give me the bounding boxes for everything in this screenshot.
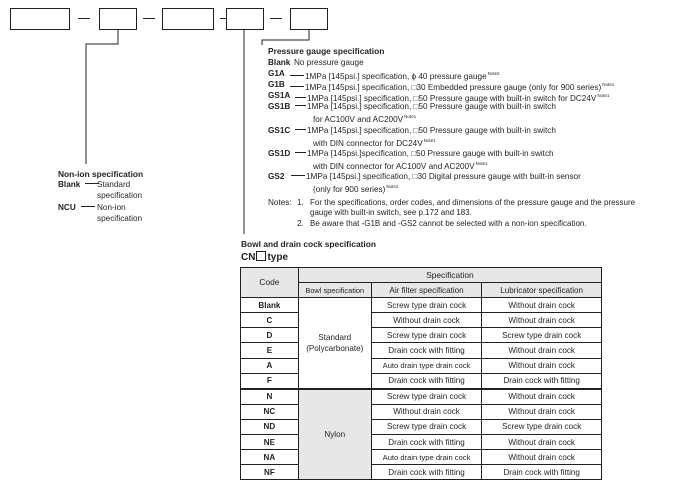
lubricator-cell: Without drain cock [482, 343, 602, 358]
table-row [241, 465, 602, 480]
code-cell: NE [241, 435, 299, 450]
gauge-leader [290, 75, 304, 76]
gauge-leader [291, 175, 305, 176]
non-ion-desc: specification [97, 191, 143, 200]
gauge-code: GS1D [268, 149, 291, 158]
header-lubricator-spec: Lubricator specification [482, 283, 602, 298]
leader-line-non-ion [86, 30, 118, 164]
gauge-desc-cont [313, 136, 436, 149]
code-cell: NA [241, 450, 299, 465]
note-number: 1. [297, 198, 304, 207]
gauge-leader [295, 129, 306, 130]
table-row [241, 313, 602, 328]
table-row [241, 404, 602, 419]
lubricator-cell: Drain cock with fitting [482, 373, 602, 389]
lubricator-cell: Without drain cock [482, 298, 602, 313]
air-filter-cell: Auto drain type drain cock [371, 358, 482, 373]
non-ion-leader [80, 203, 96, 213]
gauge-desc-text: No pressure gauge [294, 58, 364, 67]
gauge-desc [294, 58, 364, 68]
gauge-desc-text: 1MPa [145psi.] specification, □50 Pressure gauge with built-in switch [307, 102, 556, 111]
table-row [241, 343, 602, 358]
table-row [241, 328, 602, 343]
code-cell: NC [241, 404, 299, 419]
leader-line-gauge [262, 30, 309, 45]
gauge-desc [294, 126, 556, 136]
gauge-desc-text: with DIN connector for DC24V [313, 139, 423, 148]
gauge-desc-text: 1MPa [145psi.] specification, □30 Digital pressure gauge with built-in sensor [306, 172, 581, 181]
note-ref: Note1 [404, 114, 417, 119]
non-ion-title: Non-ion specification [58, 169, 144, 179]
air-filter-cell: Screw type drain cock [371, 419, 482, 434]
air-filter-cell: Without drain cock [371, 404, 482, 419]
lubricator-cell: Screw type drain cock [482, 419, 602, 434]
gauge-code: GS2 [268, 172, 285, 181]
gauge-desc-text: 1MPa [145psi.]specification, □50 Pressure gauge with built-in switch [307, 149, 554, 158]
gauge-leader [295, 152, 306, 153]
header-air-filter-spec: Air filter specification [371, 283, 482, 298]
bowl-spec-line: Nylon [324, 430, 346, 440]
note-text: Be aware that -G1B and -GS2 cannot be selected with a non-ion specification. [310, 219, 587, 228]
gauge-leader [295, 97, 306, 98]
bowl-type [241, 251, 288, 263]
non-ion-code: Blank [58, 180, 81, 189]
header-specification: Specification [298, 268, 601, 283]
notes-label: Notes: [268, 198, 292, 207]
gauge-code: GS1A [268, 91, 291, 100]
bowl-type-prefix: CN [241, 252, 256, 263]
gauge-desc-cont [313, 112, 416, 125]
non-ion-desc: Standard [97, 180, 131, 189]
gauge-code: Blank [268, 58, 291, 67]
gauge-desc-text: with DIN connector for AC100V and AC200V [313, 162, 475, 171]
air-filter-cell: Drain cock with fitting [371, 343, 482, 358]
air-filter-cell: Auto drain type drain cock [371, 450, 482, 465]
non-ion-code: NCU [58, 203, 76, 212]
code-cell: E [241, 343, 299, 358]
gauge-desc-text: 1MPa [145psi.] specification, □50 Pressure gauge with built-in switch [307, 126, 556, 135]
header-bowl-spec: Bowl specification [298, 283, 371, 298]
gauge-desc-text: (only for 900 series) [313, 185, 386, 194]
gauge-leader [295, 105, 306, 106]
air-filter-cell: Drain cock with fitting [371, 373, 482, 389]
gauge-desc-text: 1MPa [145psi.] specification, ϕ 40 pressure gauge [305, 72, 487, 81]
gauge-desc [294, 102, 556, 112]
note-ref: Note2 [487, 71, 500, 76]
table-row [241, 358, 602, 373]
code-cell: ND [241, 419, 299, 434]
note-ref: Note1 [475, 161, 488, 166]
bowl-spec-cell [298, 389, 371, 480]
lubricator-cell: Without drain cock [482, 358, 602, 373]
lubricator-cell: Without drain cock [482, 313, 602, 328]
code-cell: C [241, 313, 299, 328]
code-cell: Blank [241, 298, 299, 313]
air-filter-cell: Screw type drain cock [371, 389, 482, 405]
gauge-code: G1B [268, 80, 285, 89]
air-filter-cell: Drain cock with fitting [371, 435, 482, 450]
non-ion-desc: specification [97, 214, 143, 223]
bowl-spec-line: Standard [318, 332, 352, 342]
bowl-title: Bowl and drain cock specification [241, 239, 376, 249]
air-filter-cell: Drain cock with fitting [371, 465, 482, 480]
note-ref: Note1 [597, 93, 610, 98]
gauge-code: GS1B [268, 102, 291, 111]
code-cell: A [241, 358, 299, 373]
table-row [241, 298, 602, 313]
non-ion-desc: Non-ion [97, 203, 126, 212]
code-cell: D [241, 328, 299, 343]
table-row [241, 419, 602, 434]
note-ref: Note2 [386, 184, 399, 189]
air-filter-cell: Without drain cock [371, 313, 482, 328]
gauge-code: G1A [268, 69, 285, 78]
gauge-code: GS1C [268, 126, 291, 135]
lubricator-cell: Drain cock with fitting [482, 465, 602, 480]
note-text: gauge with built-in switch, see p.172 and 183. [310, 208, 472, 217]
header-code: Code [241, 268, 299, 298]
gauge-desc-text: 1MPa [145psi.] specification, □30 Embedded pressure gauge (only for 900 series) [305, 83, 602, 92]
lubricator-cell: Without drain cock [482, 404, 602, 419]
gauge-desc [294, 149, 554, 159]
note-text: For the specifications, order codes, and dimensions of the pressure gauge and the pressure [310, 198, 636, 207]
gauge-leader [290, 86, 304, 87]
note-number: 2. [297, 219, 304, 228]
gauge-desc-text: 1MPa [145psi.] specification, □50 Pressure gauge with built-in switch for DC24V [307, 94, 597, 103]
gauge-title: Pressure gauge specification [268, 46, 385, 56]
bowl-spec-cell [298, 298, 371, 389]
table-row [241, 450, 602, 465]
gauge-desc-text: for AC100V and AC200V [313, 115, 404, 124]
bowl-spec-line: (Polycarbonate) [306, 343, 364, 353]
gauge-desc-cont [313, 182, 398, 195]
note-ref: Note1 [423, 138, 436, 143]
note-ref: Note1 [602, 82, 615, 87]
code-cell: N [241, 389, 299, 405]
lubricator-cell: Without drain cock [482, 389, 602, 405]
table-row [241, 373, 602, 389]
air-filter-cell: Screw type drain cock [371, 328, 482, 343]
lubricator-cell: Screw type drain cock [482, 328, 602, 343]
gauge-desc [290, 172, 581, 182]
lubricator-cell: Without drain cock [482, 435, 602, 450]
table-row [241, 435, 602, 450]
type-placeholder-box [256, 251, 266, 261]
gauge-desc-cont [313, 159, 488, 172]
table-row [241, 389, 602, 405]
bowl-spec-table [240, 267, 602, 480]
bowl-type-suffix: type [267, 252, 289, 263]
code-cell: NF [241, 465, 299, 480]
lubricator-cell: Without drain cock [482, 450, 602, 465]
air-filter-cell: Screw type drain cock [371, 298, 482, 313]
code-cell: F [241, 373, 299, 389]
